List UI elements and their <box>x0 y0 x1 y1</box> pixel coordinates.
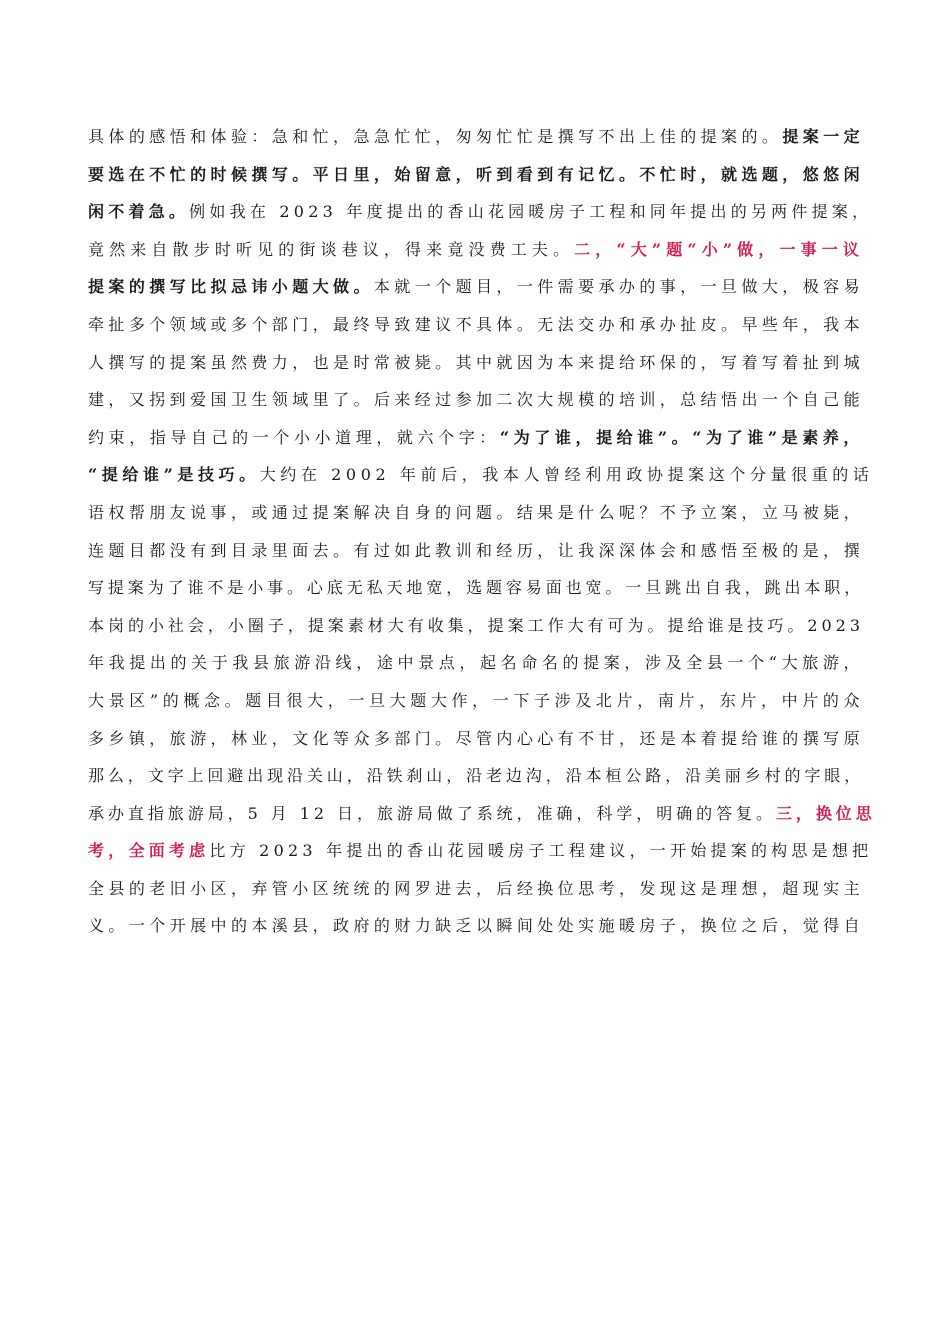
text-run: 例如我在 2023 年度提出的香山花园暖房子工程和同年提出的另两件提案， <box>189 202 873 222</box>
text-run: 多乡镇，旅游，林业，文化等众多部门。尽管内心心有不甘，还是本着提给谁的撰写原 <box>88 728 864 748</box>
text-line <box>88 907 864 945</box>
text-run: 具体的感悟和体验：急和忙，急急忙忙，匆匆忙忙是撰写不出上佳的提案的。 <box>88 127 783 146</box>
text-line <box>88 456 874 494</box>
text-run: 人撰写的提案虽然费力，也是时常被毙。其中就因为本来提给环保的，写着写着扯到城 <box>88 352 864 372</box>
text-line <box>88 569 864 607</box>
text-run-bold: 提案的撰写比拟忌讳小题大做。 <box>88 277 374 297</box>
text-run: 本就一个题目，一件需要承办的事，一旦做大，极容易 <box>373 277 864 297</box>
text-line <box>88 832 873 870</box>
section-heading-3: 三，换位思 <box>775 803 876 823</box>
text-line <box>88 344 864 382</box>
text-run: 竟然来自散步时听见的街谈巷议，得来竟没费工夫。 <box>88 239 575 259</box>
text-run: 年我提出的关于我县旅游沿线，途中景点，起名命名的提案，涉及全县一个“大旅游， <box>88 653 865 673</box>
section-heading-2: 二，“大”题“小”做，一事一议 <box>574 239 864 259</box>
text-line <box>88 682 864 720</box>
text-line <box>88 494 864 532</box>
text-line <box>88 268 864 306</box>
text-run: 大景区”的概念。题目很大，一旦大题大作，一下子涉及北片，南片，东片，中片的众 <box>88 690 865 710</box>
text-line <box>88 231 864 269</box>
text-line <box>88 795 876 833</box>
text-line <box>88 644 864 682</box>
text-run: 全县的老旧小区，弃管小区统统的网罗进去，后经换位思考，发现这是理想，超现实主 <box>88 878 864 898</box>
text-line <box>88 193 873 231</box>
text-run: 那么，文字上回避出现沿关山，沿铁刹山，沿老边沟，沿本桓公路，沿美丽乡村的字眼， <box>88 766 865 786</box>
text-run-bold: “为了谁，提给谁”。“为了谁”是素养， <box>499 427 864 447</box>
text-line <box>88 720 864 758</box>
text-line <box>88 381 864 419</box>
text-line <box>88 870 864 908</box>
text-run-bold: 闲不着急。 <box>88 202 190 222</box>
text-run: 比方 2023 年提出的香山花园暖房子工程建议，一开始提案的构思是想把 <box>209 841 873 861</box>
text-run: 承办直指旅游局，5 月 12 日，旅游局做了系统，准确，科学，明确的答复。 <box>88 803 776 823</box>
text-run: 语权帮朋友说事，或通过提案解决自身的问题。结果是什么呢？不予立案，立马被毙， <box>88 502 864 522</box>
text-line <box>88 419 864 457</box>
text-run-bold: 提案一定 <box>782 127 864 146</box>
text-run: 本岗的小社会，小圈子，提案素材大有收集，提案工作大有可为。提给谁是技巧。2023 <box>88 615 864 635</box>
text-run: 连题目都没有到目录里面去。有过如此教训和经历，让我深深体会和感悟至极的是，撰 <box>88 540 864 560</box>
text-run: 写提案为了谁不是小事。心底无私天地宽，选题容易面也宽。一旦跳出自我，跳出本职， <box>88 578 865 598</box>
text-line <box>88 757 864 795</box>
text-run: 大约在 2002 年前后，我本人曾经利用政协提案这个分量很重的话 <box>259 465 874 485</box>
text-run: 牵扯多个领域或多个部门，最终导致建议不具体。无法交办和承办扯皮。早些年，我本 <box>88 314 864 334</box>
text-run: 建，又拐到爱国卫生领域里了。后来经过参加二次大规模的培训，总结悟出一个自己能 <box>88 390 864 410</box>
text-line <box>88 118 864 156</box>
text-run-bold: “提给谁”是技巧。 <box>88 465 260 485</box>
text-run-bold: 要选在不忙的时候撰写。平日里，始留意，听到看到有记忆。不忙时，就选题，悠悠闲 <box>88 164 864 184</box>
text-line <box>88 156 864 194</box>
text-run: 约束，指导自己的一个小小道理，就六个字： <box>88 427 500 447</box>
document-body <box>88 118 876 945</box>
section-heading-3-cont: 考，全面考虑 <box>88 841 210 861</box>
text-run: 义。一个开展中的本溪县，政府的财力缺乏以瞬间处处实施暖房子，换位之后，觉得自 <box>88 916 864 936</box>
text-line <box>88 306 864 344</box>
text-line <box>88 607 864 645</box>
text-line <box>88 532 864 570</box>
